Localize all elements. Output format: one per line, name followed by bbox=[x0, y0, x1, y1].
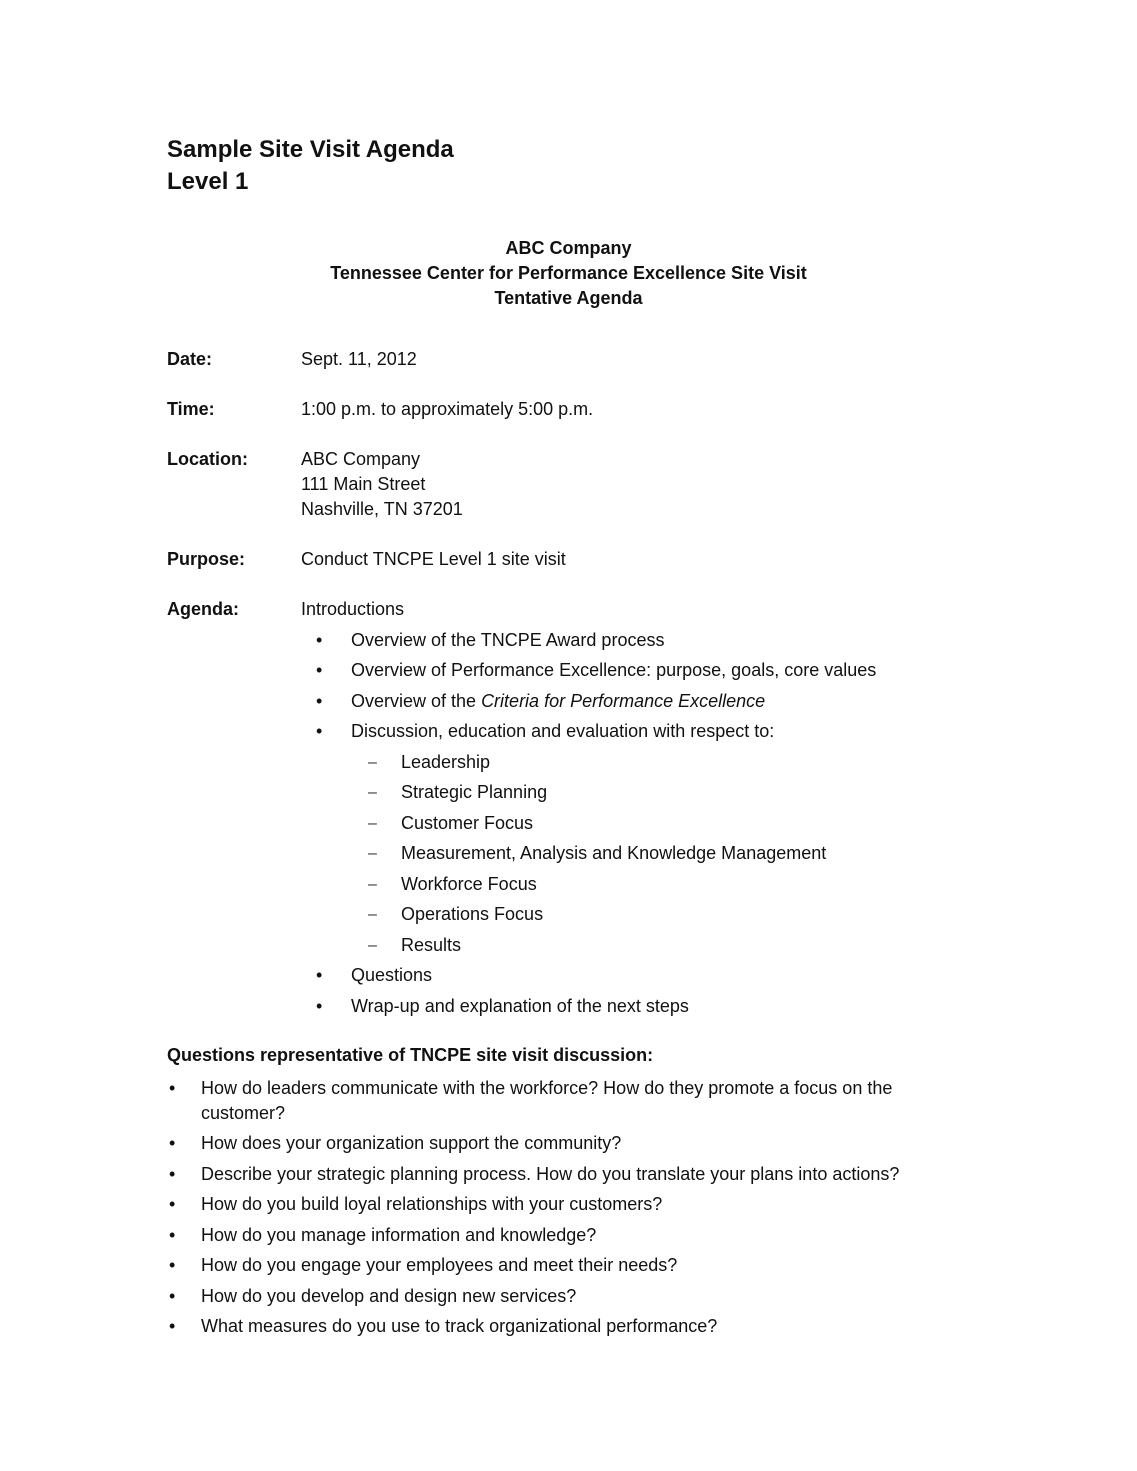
dash-icon: – bbox=[368, 876, 377, 893]
question-text: How do leaders communicate with the workforce? How do they promote a focus on the bbox=[201, 1078, 893, 1098]
sub-item-text: Workforce Focus bbox=[401, 874, 537, 894]
page-subtitle-level: Level 1 bbox=[167, 168, 249, 195]
bullet-icon: • bbox=[169, 1133, 176, 1153]
sub-item-text: Customer Focus bbox=[401, 813, 534, 833]
question-text: How do you develop and design new services? bbox=[201, 1286, 577, 1306]
center-heading: Tennessee Center for Performance Excellence Site Visit bbox=[330, 263, 807, 283]
bullet-icon: • bbox=[316, 721, 323, 741]
dash-icon: – bbox=[368, 845, 377, 862]
sub-item-text: Operations Focus bbox=[401, 904, 544, 924]
agenda-heading: Tentative Agenda bbox=[494, 288, 643, 308]
criteria-prefix: Overview of the bbox=[351, 691, 482, 711]
purpose-label: Purpose: bbox=[167, 549, 246, 569]
location-line-3: Nashville, TN 37201 bbox=[301, 499, 463, 519]
location-label: Location: bbox=[167, 449, 248, 469]
agenda-item-text: Wrap-up and explanation of the next steps bbox=[351, 996, 689, 1016]
agenda-item-text: Overview of the TNCPE Award process bbox=[351, 630, 665, 650]
agenda-item-text: Discussion, education and evaluation with respect to: bbox=[351, 721, 775, 741]
bullet-icon: • bbox=[169, 1255, 176, 1275]
question-text: How do you engage your employees and meet their needs? bbox=[201, 1255, 678, 1275]
criteria-title: Criteria for Performance Excellence bbox=[481, 691, 766, 711]
dash-icon: – bbox=[368, 906, 377, 923]
bullet-icon: • bbox=[316, 996, 323, 1016]
bullet-icon: • bbox=[316, 691, 323, 711]
dash-icon: – bbox=[368, 784, 377, 801]
question-text: Describe your strategic planning process. How do you translate your plans into actions? bbox=[201, 1164, 900, 1184]
agenda-intro: Introductions bbox=[301, 599, 405, 619]
bullet-icon: • bbox=[169, 1194, 176, 1214]
location-line-1: ABC Company bbox=[301, 449, 421, 469]
agenda-item-text: Overview of Performance Excellence: purpose, goals, core values bbox=[351, 660, 877, 680]
questions-heading: Questions representative of TNCPE site visit discussion: bbox=[167, 1045, 654, 1065]
bullet-icon: • bbox=[169, 1078, 176, 1098]
question-text: How does your organization support the community? bbox=[201, 1133, 622, 1153]
bullet-icon: • bbox=[169, 1286, 176, 1306]
bullet-icon: • bbox=[316, 660, 323, 680]
company-heading: ABC Company bbox=[505, 238, 632, 258]
question-text: What measures do you use to track organizational performance? bbox=[201, 1316, 718, 1336]
agenda-item-text: Questions bbox=[351, 965, 433, 985]
time-value: 1:00 p.m. to approximately 5:00 p.m. bbox=[301, 399, 594, 419]
agenda-item-text bbox=[351, 689, 765, 714]
bullet-icon: • bbox=[169, 1164, 176, 1184]
dash-icon: – bbox=[368, 815, 377, 832]
purpose-value: Conduct TNCPE Level 1 site visit bbox=[301, 549, 566, 569]
bullet-icon: • bbox=[169, 1316, 176, 1336]
agenda-label: Agenda: bbox=[167, 599, 239, 619]
question-text: How do you build loyal relationships with your customers? bbox=[201, 1194, 663, 1214]
time-label: Time: bbox=[167, 399, 215, 419]
page-title: Sample Site Visit Agenda bbox=[167, 136, 454, 163]
bullet-icon: • bbox=[316, 965, 323, 985]
sub-item-text: Leadership bbox=[401, 752, 491, 772]
dash-icon: – bbox=[368, 754, 377, 771]
sub-item-text: Results bbox=[401, 935, 462, 955]
dash-icon: – bbox=[368, 937, 377, 954]
date-value: Sept. 11, 2012 bbox=[301, 349, 417, 369]
location-line-2: 111 Main Street bbox=[301, 474, 426, 494]
date-label: Date: bbox=[167, 349, 213, 369]
bullet-icon: • bbox=[316, 630, 323, 650]
bullet-icon: • bbox=[169, 1225, 176, 1245]
question-text: How do you manage information and knowledge? bbox=[201, 1225, 597, 1245]
question-text-continued: customer? bbox=[201, 1103, 286, 1123]
sub-item-text: Measurement, Analysis and Knowledge Management bbox=[401, 843, 827, 863]
sub-item-text: Strategic Planning bbox=[401, 782, 548, 802]
